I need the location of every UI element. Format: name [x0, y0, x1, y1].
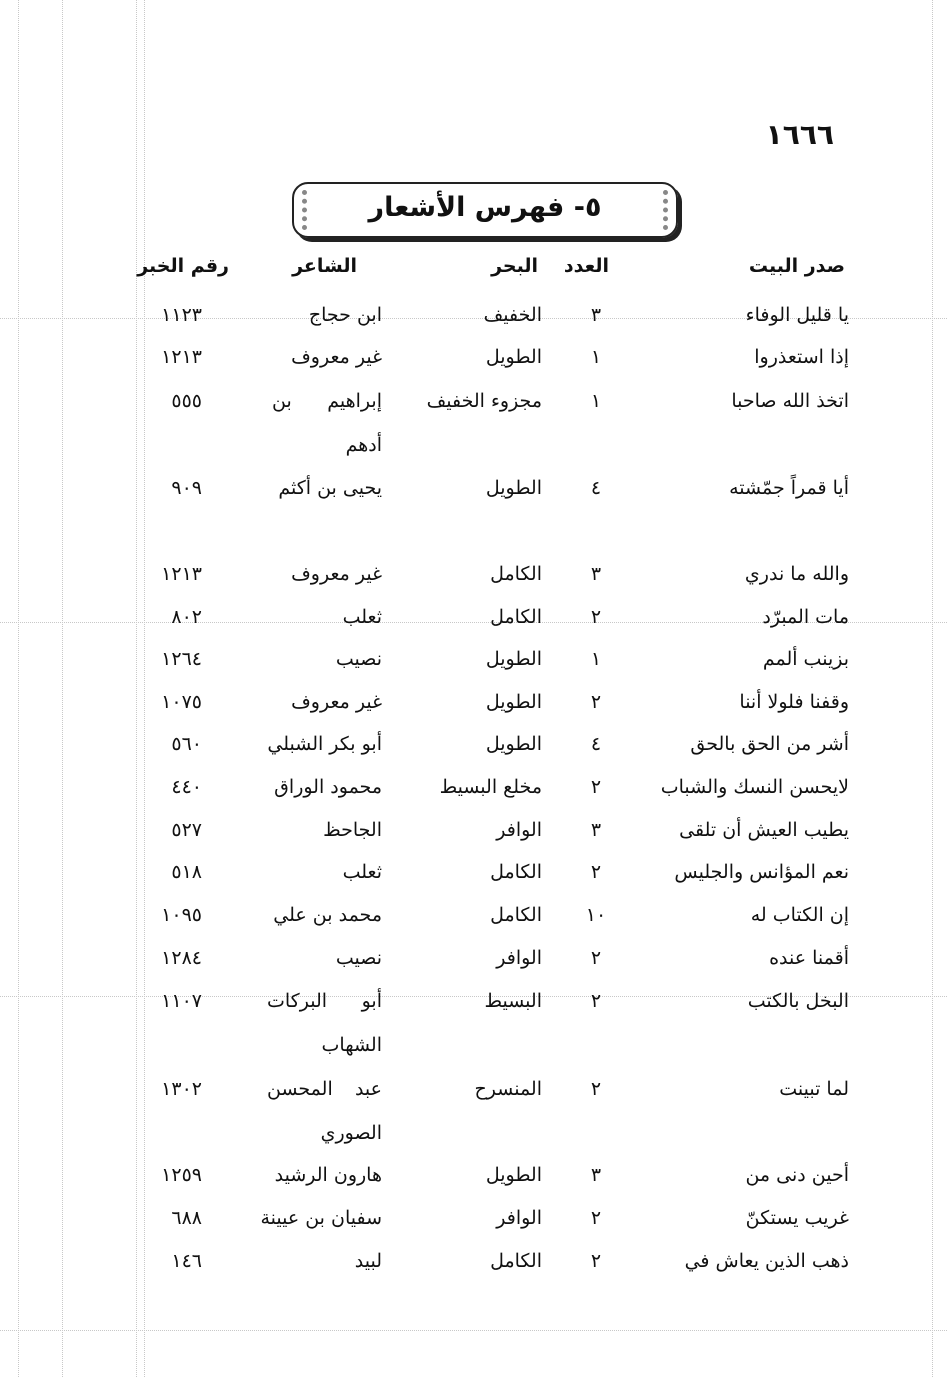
- count-cell: ٤: [590, 477, 602, 499]
- meter-cell: الطويل: [485, 1164, 542, 1186]
- count-cell: ٢: [590, 861, 602, 883]
- report-cell: ١٤٦: [171, 1250, 202, 1272]
- poet-cell: ابن حجاج: [308, 304, 382, 326]
- poet-cell: عبد المحسن الصوري: [267, 1078, 382, 1144]
- meter-cell: الكامل: [490, 1250, 542, 1272]
- count-cell: ١: [590, 648, 602, 670]
- poet-cell: الجاحظ: [323, 819, 382, 841]
- header-report: رقم الخبر: [137, 255, 229, 277]
- report-cell: ١٢٦٤: [161, 648, 202, 670]
- report-cell: ٥١٨: [171, 861, 202, 883]
- meter-cell: الطويل: [485, 346, 542, 368]
- page-number: ١٦٦٦: [765, 118, 834, 151]
- poet-cell: أبو البركات الشهاب: [267, 990, 382, 1056]
- verse-cell: وقفنا فلولا أننا: [739, 691, 849, 713]
- meter-cell: الكامل: [490, 563, 542, 585]
- meter-cell: الطويل: [485, 691, 542, 713]
- header-poet: الشاعر: [292, 255, 357, 277]
- report-cell: ١١٢٣: [161, 304, 202, 326]
- report-cell: ٩٠٩: [171, 477, 202, 499]
- section-title-frame: [292, 182, 678, 238]
- verse-cell: غريب يستكنّ: [745, 1207, 849, 1229]
- verse-cell: لما تبينت: [779, 1078, 849, 1100]
- count-cell: ٢: [590, 776, 602, 798]
- report-cell: ٨٠٢: [171, 606, 202, 628]
- report-cell: ٥٦٠: [171, 733, 202, 755]
- report-cell: ٥٥٥: [171, 390, 202, 412]
- report-cell: ١٢١٣: [161, 346, 202, 368]
- verse-cell: يا قليل الوفاء: [745, 304, 849, 326]
- verse-cell: والله ما ندري: [744, 563, 849, 585]
- poet-cell: هارون الرشيد: [274, 1164, 382, 1186]
- count-cell: ٣: [590, 819, 602, 841]
- poet-cell: نصيب: [335, 947, 382, 969]
- header-count: العدد: [563, 255, 609, 277]
- poet-cell: لبيد: [354, 1250, 382, 1272]
- report-cell: ١٠٩٥: [161, 904, 202, 926]
- meter-cell: الوافر: [496, 819, 542, 841]
- count-cell: ٢: [590, 947, 602, 969]
- poet-cell: محمد بن علي: [273, 904, 382, 926]
- poet-cell: سفيان بن عيينة: [260, 1207, 382, 1229]
- count-cell: ٢: [590, 691, 602, 713]
- meter-cell: الكامل: [490, 606, 542, 628]
- report-cell: ١٢٥٩: [161, 1164, 202, 1186]
- count-cell: ٢: [590, 606, 602, 628]
- meter-cell: الطويل: [485, 648, 542, 670]
- count-cell: ١: [590, 390, 602, 412]
- report-cell: ٤٤٠: [171, 776, 202, 798]
- verse-cell: أيا قمراً جمّشته: [729, 477, 849, 499]
- poet-cell: يحيى بن أكثم: [278, 477, 382, 499]
- count-cell: ٢: [590, 1250, 602, 1272]
- poet-cell: محمود الوراق: [274, 776, 382, 798]
- verse-cell: بزينب ألمم: [762, 648, 849, 670]
- poet-cell: غير معروف: [291, 563, 382, 585]
- poet-cell: غير معروف: [291, 691, 382, 713]
- verse-cell: لايحسن النسك والشباب: [660, 776, 849, 798]
- header-meter: البحر: [491, 255, 538, 277]
- poet-cell: أبو بكر الشبلي: [267, 733, 382, 755]
- meter-cell: الكامل: [490, 861, 542, 883]
- guide-line: [0, 1330, 947, 1331]
- verse-cell: إن الكتاب له: [750, 904, 849, 926]
- poet-cell: ثعلب: [342, 861, 382, 883]
- meter-cell: مخلع البسيط: [439, 776, 542, 798]
- count-cell: ١٠: [585, 904, 607, 926]
- header-verse: صدر البيت: [748, 255, 845, 277]
- report-cell: ١٢١٣: [161, 563, 202, 585]
- guide-line: [932, 0, 933, 1377]
- verse-cell: البخل بالكتب: [747, 990, 849, 1012]
- report-cell: ١٣٠٢: [161, 1078, 202, 1100]
- verse-cell: أحين دنى من: [745, 1164, 849, 1186]
- meter-cell: الخفيف: [483, 304, 542, 326]
- poet-cell: غير معروف: [291, 346, 382, 368]
- meter-cell: الطويل: [485, 733, 542, 755]
- report-cell: ٦٨٨: [171, 1207, 202, 1229]
- count-cell: ٢: [590, 990, 602, 1012]
- meter-cell: الطويل: [485, 477, 542, 499]
- report-cell: ٥٢٧: [171, 819, 202, 841]
- count-cell: ٢: [590, 1207, 602, 1229]
- meter-cell: البسيط: [484, 990, 542, 1012]
- poet-cell: إبراهيم بن أدهم: [272, 390, 382, 456]
- verse-cell: أشر من الحق بالحق: [690, 733, 849, 755]
- verse-cell: نعم المؤانس والجليس: [674, 861, 849, 883]
- verse-cell: أقمنا عنده: [769, 947, 849, 969]
- guide-line: [62, 0, 63, 1377]
- report-cell: ١٠٧٥: [161, 691, 202, 713]
- count-cell: ٣: [590, 1164, 602, 1186]
- count-cell: ٣: [590, 304, 602, 326]
- poet-cell: نصيب: [335, 648, 382, 670]
- verse-cell: اتخذ الله صاحبا: [731, 390, 849, 412]
- verse-cell: إذا استعذروا: [754, 346, 849, 368]
- verse-cell: يطيب العيش أن تلقى: [679, 819, 849, 841]
- count-cell: ٤: [590, 733, 602, 755]
- count-cell: ٣: [590, 563, 602, 585]
- section-title: ٥- فهرس الأشعار: [368, 192, 602, 223]
- meter-cell: الوافر: [496, 947, 542, 969]
- guide-line: [18, 0, 19, 1377]
- meter-cell: المنسرح: [474, 1078, 542, 1100]
- poet-cell: ثعلب: [342, 606, 382, 628]
- meter-cell: الكامل: [490, 904, 542, 926]
- meter-cell: مجزوء الخفيف: [426, 390, 542, 412]
- report-cell: ١١٠٧: [161, 990, 202, 1012]
- meter-cell: الوافر: [496, 1207, 542, 1229]
- report-cell: ١٢٨٤: [161, 947, 202, 969]
- count-cell: ١: [590, 346, 602, 368]
- verse-cell: ذهب الذين يعاش في: [684, 1250, 849, 1272]
- count-cell: ٢: [590, 1078, 602, 1100]
- verse-cell: مات المبرّد: [762, 606, 849, 628]
